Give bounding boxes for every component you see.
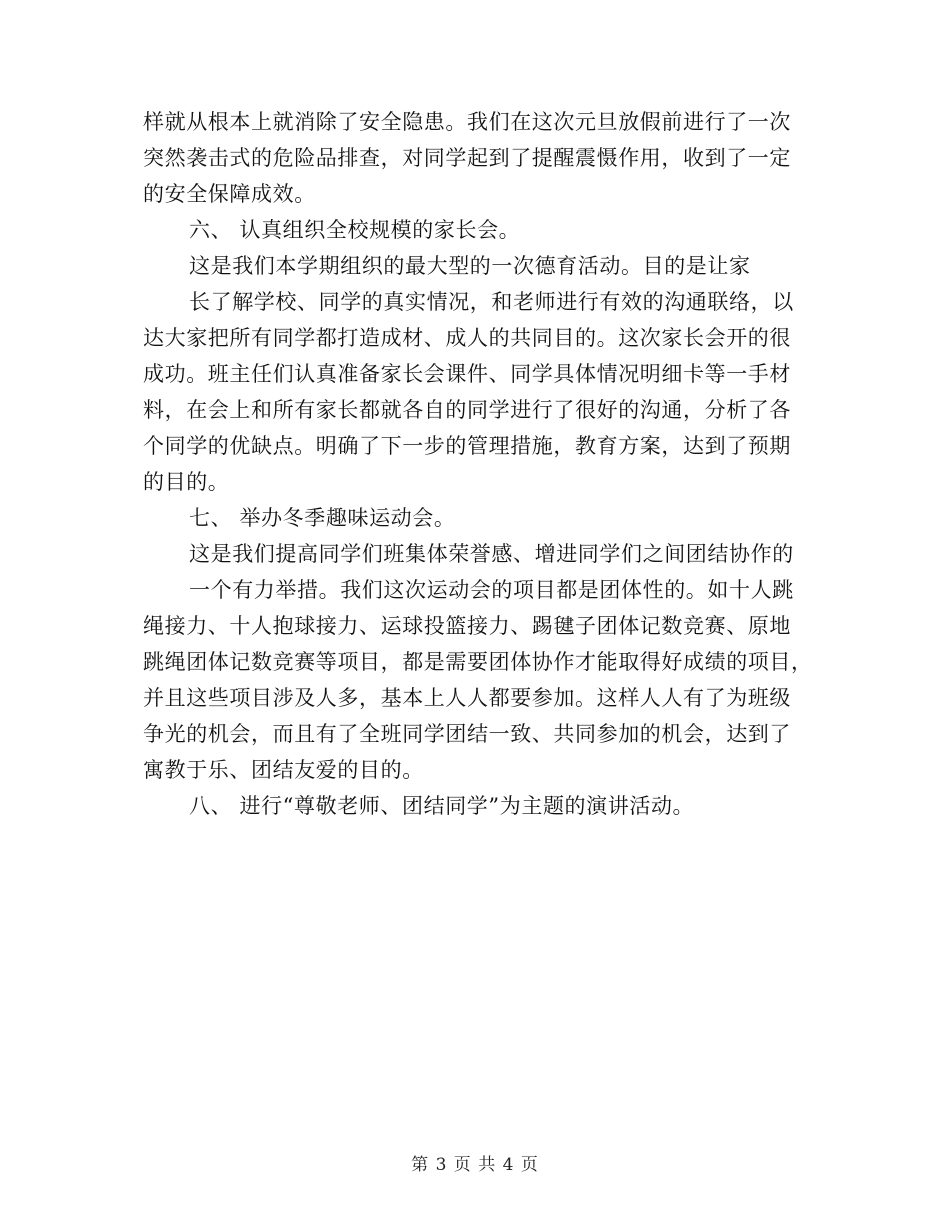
paragraph-line: 样就从根本上就消除了安全隐患。我们在这次元旦放假前进行了一次 xyxy=(143,110,791,134)
paragraph-line: 料，在会上和所有家长都就各自的同学进行了很好的沟通，分析了各 xyxy=(143,398,791,422)
paragraph-line: 长了解学校、同学的真实情况，和老师进行有效的沟通联络，以 xyxy=(189,290,794,314)
paragraph-line: 争光的机会，而且有了全班同学团结一致、共同参加的机会，达到了 xyxy=(143,722,791,746)
paragraph-line: 的目的。 xyxy=(143,470,230,494)
paragraph-line: 达大家把所有同学都打造成材、成人的共同目的。这次家长会开的很 xyxy=(143,326,791,350)
paragraph-line: 突然袭击式的危险品排查，对同学起到了提醒震慑作用，收到了一定 xyxy=(143,146,791,170)
section-heading-8: 八、 进行“尊敬老师、团结同学”为主题的演讲活动。 xyxy=(189,794,695,818)
paragraph-line: 并且这些项目涉及人多，基本上人人都要参加。这样人人有了为班级 xyxy=(143,686,791,710)
paragraph-line: 绳接力、十人抱球接力、运球投篮接力、踢毽子团体记数竞赛、原地 xyxy=(143,614,791,638)
page-footer: 第 3 页 共 4 页 xyxy=(411,1155,539,1175)
paragraph-line: 个同学的优缺点。明确了下一步的管理措施，教育方案，达到了预期 xyxy=(143,434,791,458)
paragraph-line: 的安全保障成效。 xyxy=(143,182,316,206)
section-heading-7: 七、 举办冬季趣味运动会。 xyxy=(189,506,456,530)
paragraph-line: 成功。班主任们认真准备家长会课件、同学具体情况明细卡等一手材 xyxy=(143,362,791,386)
paragraph-line: 这是我们提高同学们班集体荣誉感、增进同学们之间团结协作的 xyxy=(189,542,794,566)
paragraph-line: 一个有力举措。我们这次运动会的项目都是团体性的。如十人跳 xyxy=(189,578,794,602)
paragraph-line: 这是我们本学期组织的最大型的一次德育活动。目的是让家 xyxy=(189,254,751,278)
paragraph-line: 寓教于乐、团结友爱的目的。 xyxy=(143,758,424,782)
section-heading-6: 六、 认真组织全校规模的家长会。 xyxy=(189,218,521,242)
paragraph-line: 跳绳团体记数竞赛等项目，都是需要团体协作才能取得好成绩的项目， xyxy=(143,650,813,674)
